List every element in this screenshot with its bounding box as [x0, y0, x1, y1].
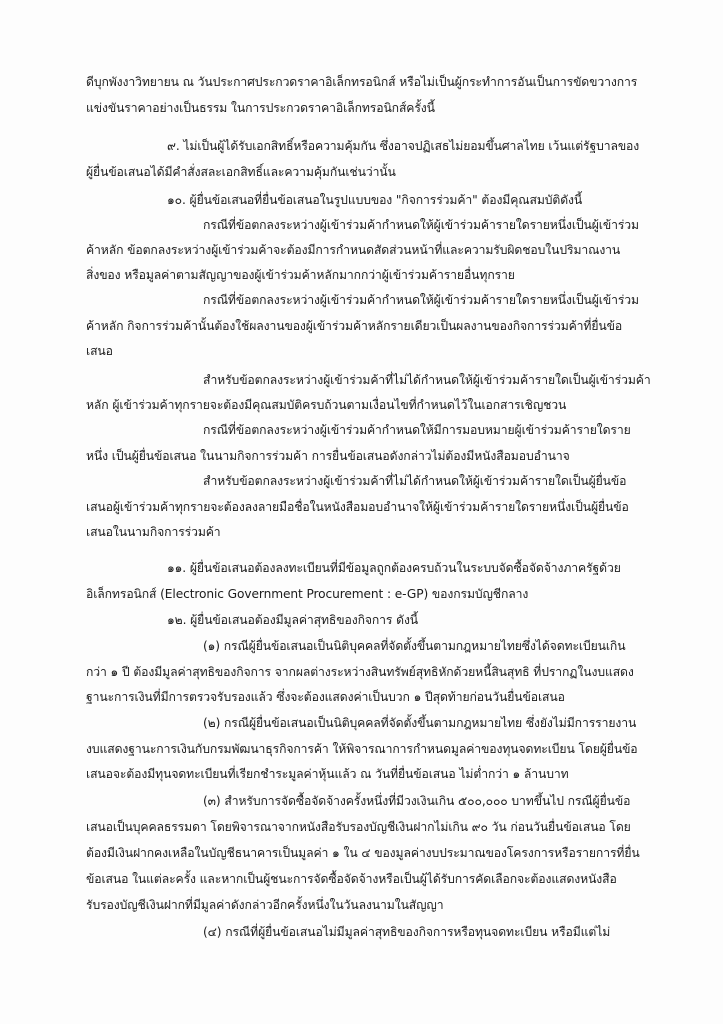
clause-9-heading: ๙. ไม่เป็นผู้ได้รับเอกสิทธิ์หรือความคุ้มกัน ซึ่งอาจปฏิเสธไม่ยอมขึ้นศาลไทย เว้นแต่รัฐบาลของ: [167, 139, 640, 153]
text-line: (๔) กรณีที่ผู้ยื่นข้อเสนอไม่มีมูลค่าสุทธิของกิจการหรือทุนจดทะเบียน หรือมีแต่ไม่: [203, 925, 611, 939]
text-line: กรณีที่ข้อตกลงระหว่างผู้เข้าร่วมค้ากำหนดให้ผู้เข้าร่วมค้ารายใดรายหนึ่งเป็นผู้เข้าร่วม: [203, 218, 639, 232]
text-line: สำหรับข้อตกลงระหว่างผู้เข้าร่วมค้าที่ไม่ได้กำหนดให้ผู้เข้าร่วมค้ารายใดเป็นผู้ยื่นข้อ: [203, 474, 627, 488]
text-line: กรณีที่ข้อตกลงระหว่างผู้เข้าร่วมค้ากำหนดให้ผู้เข้าร่วมค้ารายใดรายหนึ่งเป็นผู้เข้าร่วม: [203, 293, 639, 307]
text-line: (๑) กรณีผู้ยื่นข้อเสนอเป็นนิติบุคคลที่จัดตั้งขึ้นตามกฎหมายไทยซึ่งได้จดทะเบียนเกิน: [203, 639, 626, 653]
text-line: ผู้ยื่นข้อเสนอได้มีคำสั่งสละเอกสิทธิ์และความคุ้มกันเช่นว่านั้น: [86, 165, 396, 179]
text-line: เสนอในนามกิจการร่วมค้า: [86, 525, 221, 539]
text-line: ฐานะการเงินที่มีการตรวจรับรองแล้ว ซึ่งจะต้องแสดงค่าเป็นบวก ๑ ปีสุดท้ายก่อนวันยื่นข้อเสนอ: [86, 690, 565, 704]
clause-10-heading: ๑๐. ผู้ยื่นข้อเสนอที่ยื่นข้อเสนอในรูปแบบของ "กิจการร่วมค้า" ต้องมีคุณสมบัติดังนี้: [167, 193, 583, 207]
text-line: เสนอจะต้องมีทุนจดทะเบียนที่เรียกชำระมูลค่าหุ้นแล้ว ณ วันที่ยื่นข้อเสนอ ไม่ต่ำกว่า ๑ ล้านบาท: [86, 767, 569, 781]
text-line: งบแสดงฐานะการเงินกับกรมพัฒนาธุรกิจการค้า ให้พิจารณาการกำหนดมูลค่าของทุนจดทะเบียน โดยผู้ยื่นข้อ: [86, 742, 638, 756]
text-line: ค้าหลัก ข้อตกลงระหว่างผู้เข้าร่วมค้าจะต้องมีการกำหนดสัดส่วนหน้าที่และความรับผิดชอบในปริมาณงาน: [86, 243, 621, 257]
clause-11-heading: ๑๑. ผู้ยื่นข้อเสนอต้องลงทะเบียนที่มีข้อมูลถูกต้องครบถ้วนในระบบจัดซื้อจัดจ้างภาครัฐด้วย: [167, 561, 621, 575]
text-line: เสนอ: [86, 344, 113, 358]
text-line: กรณีที่ข้อตกลงระหว่างผู้เข้าร่วมค้ากำหนดให้มีการมอบหมายผู้เข้าร่วมค้ารายใดราย: [203, 423, 631, 437]
text-line: (๒) กรณีผู้ยื่นข้อเสนอเป็นนิติบุคคลที่จัดตั้งขึ้นตามกฎหมายไทย ซึ่งยังไม่มีการรายงาน: [203, 716, 637, 730]
text-line: หนึ่ง เป็นผู้ยื่นข้อเสนอ ในนามกิจการร่วมค้า การยื่นข้อเสนอดังกล่าวไม่ต้องมีหนังสือมอบอำนาจ: [86, 449, 570, 463]
text-line: ข้อเสนอ ในแต่ละครั้ง และหากเป็นผู้ชนะการจัดซื้อจัดจ้างหรือเป็นผู้ได้รับการคัดเลือกจะต้องแสดงหนังสือ: [86, 872, 617, 886]
text-line: (๓) สำหรับการจัดซื้อจัดจ้างครั้งหนึ่งที่มีวงเงินเกิน ๕๐๐,๐๐๐ บาทขึ้นไป กรณีผู้ยื่นข้อ: [203, 794, 631, 808]
text-line: ค้าหลัก กิจการร่วมค้านั้นต้องใช้ผลงานของผู้เข้าร่วมค้าหลักรายเดียวเป็นผลงานของกิจการร่วมค้าที่ยื่นข้อ: [86, 319, 623, 333]
text-line: รับรองบัญชีเงินฝากที่มีมูลค่าดังกล่าวอีกครั้งหนึ่งในวันลงนามในสัญญา: [86, 898, 444, 912]
text-line: ต้องมีเงินฝากคงเหลือในบัญชีธนาคารเป็นมูลค่า ๑ ใน ๔ ของมูลค่างบประมาณของโครงการหรือรายการที่ยื่น: [86, 846, 640, 860]
text-line: หลัก ผู้เข้าร่วมค้าทุกรายจะต้องมีคุณสมบัติครบถ้วนตามเงื่อนไขที่กำหนดไว้ในเอกสารเชิญชวน: [86, 398, 567, 412]
text-line: เสนอเป็นบุคคลธรรมดา โดยพิจารณาจากหนังสือรับรองบัญชีเงินฝากไม่เกิน ๙๐ วัน ก่อนวันยื่นข้อเสนอ โดย: [86, 820, 631, 834]
text-line: แข่งขันราคาอย่างเป็นธรรม ในการประกวดราคาอิเล็กทรอนิกส์ครั้งนี้: [86, 101, 435, 115]
text-line: สำหรับข้อตกลงระหว่างผู้เข้าร่วมค้าที่ไม่ได้กำหนดให้ผู้เข้าร่วมค้ารายใดเป็นผู้เข้าร่วมค้า: [203, 373, 651, 387]
text-line: กว่า ๑ ปี ต้องมีมูลค่าสุทธิของกิจการ จากผลต่างระหว่างสินทรัพย์สุทธิหักด้วยหนี้สินสุทธิ ที่ปรากฏในงบแสดง: [86, 665, 634, 679]
clause-12-heading: ๑๒. ผู้ยื่นข้อเสนอต้องมีมูลค่าสุทธิของกิจการ ดังนี้: [167, 613, 419, 627]
text-line: ดีบุกพังงาวิทยายน ณ วันประกาศประกวดราคาอิเล็กทรอนิกส์ หรือไม่เป็นผู้กระทำการอันเป็นการขัดขวางการ: [86, 75, 638, 89]
text-line: สิ่งของ หรือมูลค่าตามสัญญาของผู้เข้าร่วมค้าหลักมากกว่าผู้เข้าร่วมค้ารายอื่นทุกราย: [86, 268, 515, 282]
text-line: อิเล็กทรอนิกส์ (Electronic Government Procurement : e-GP) ของกรมบัญชีกลาง: [86, 587, 529, 601]
text-line: เสนอผู้เข้าร่วมค้าทุกรายจะต้องลงลายมือชื่อในหนังสือมอบอำนาจให้ผู้เข้าร่วมค้ารายใดรายหนึ่งเป็นผู้ยื่นข้อ: [86, 500, 629, 514]
